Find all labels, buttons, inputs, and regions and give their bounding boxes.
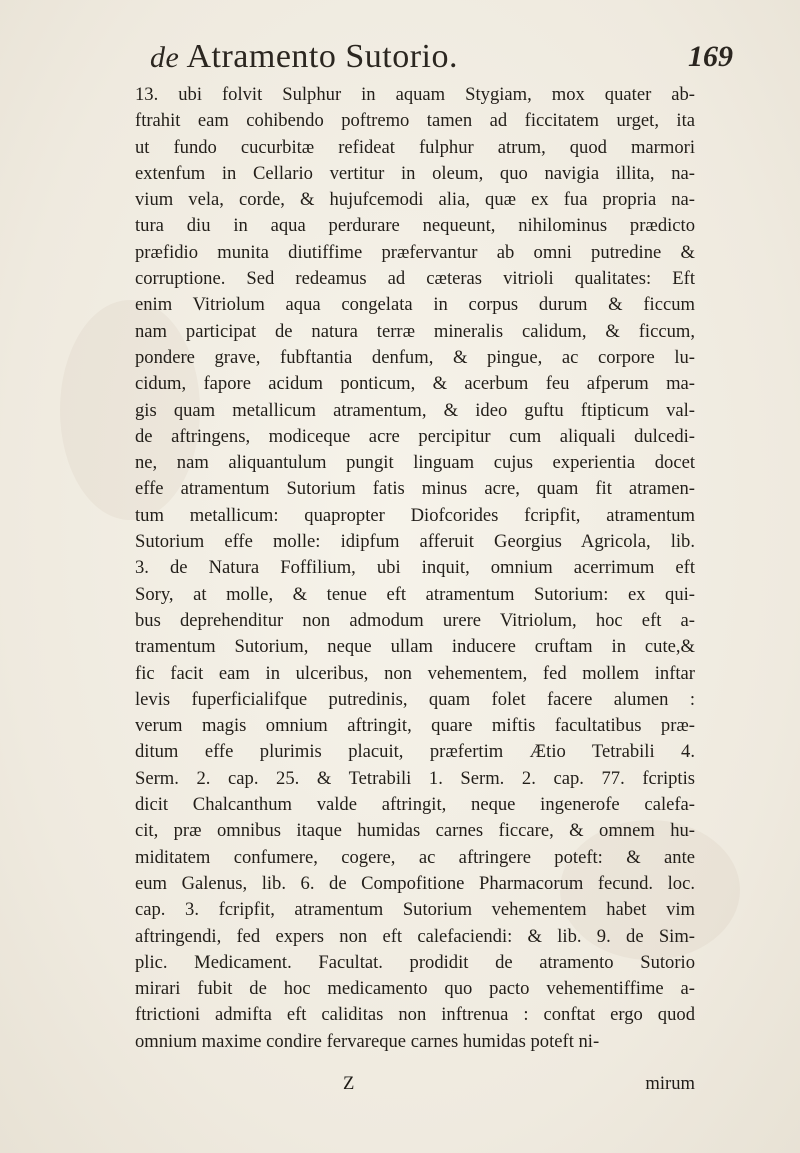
text-line: levis fuperficialifque putredinis, quam folet facere alumen : — [135, 688, 695, 710]
text-line: cap. 3. fcripfit, atramentum Sutorium vehementem habet vim — [135, 899, 695, 921]
signature-mark: Z — [343, 1073, 355, 1094]
text-line: Serm. 2. cap. 25. & Tetrabili 1. Serm. 2. cap. 77. fcriptis — [135, 767, 695, 789]
text-line: cidum, fapore acidum ponticum, & acerbum feu afperum ma- — [135, 373, 695, 395]
text-line: enim Vitriolum aqua congelata in corpus durum & ficcum — [135, 294, 695, 316]
text-line: Sory, at molle, & tenue eft atramentum Sutorium: ex qui- — [135, 583, 695, 605]
text-line: 13. ubi folvit Sulphur in aquam Stygiam, mox quater ab- — [135, 84, 695, 105]
text-line: ftrahit eam cohibendo poftremo tamen ad ficcitatem urget, ita — [135, 110, 695, 132]
page-footer — [135, 1073, 695, 1101]
text-line: ditum effe plurimis placuit, præfertim Ætio Tetrabili 4. — [135, 741, 695, 763]
text-line: de aftringens, modiceque acre percipitur cum aliquali dulcedi- — [135, 425, 695, 447]
text-line: omnium maxime condire fervareque carnes humidas poteft ni- — [135, 1030, 600, 1052]
text-line: verum magis omnium aftringit, quare miftis facultatibus præ- — [135, 715, 695, 737]
text-line: fic facit eam in ulceribus, non vehementem, fed mollem inftar — [135, 662, 695, 684]
text-line: ut fundo cucurbitæ refideat fulphur atrum, quod marmori — [135, 136, 695, 158]
text-line: ne, nam aliquantulum pungit linguam cujus experientia docet — [135, 452, 695, 474]
text-line: effe atramentum Sutorium fatis minus acre, quam fit atramen- — [135, 478, 695, 500]
text-line: cit, præ omnibus itaque humidas carnes ficcare, & omnem hu- — [135, 820, 695, 842]
text-line: nam participat de natura terræ mineralis calidum, & ficcum, — [135, 320, 695, 342]
text-line: corruptione. Sed redeamus ad cæteras vitrioli qualitates: Eft — [135, 268, 695, 290]
text-line: tum metallicum: quapropter Diofcorides fcripfit, atramentum — [135, 504, 695, 526]
body-text — [135, 82, 695, 1055]
page-number: 169 — [688, 40, 733, 73]
text-line: aftringendi, fed expers non eft calefaciendi: & lib. 9. de Sim- — [135, 925, 695, 947]
text-line: plic. Medicament. Facultat. prodidit de atramento Sutorio — [135, 951, 695, 973]
text-line: gis quam metallicum atramentum, & ideo guftu ftipticum val- — [135, 399, 695, 421]
text-line: dicit Chalcanthum valde aftringit, neque ingenerofe calefa- — [135, 794, 695, 816]
text-line: tura diu in aqua perdurare nequeunt, nihilominus prædicto — [135, 215, 695, 237]
catchword: mirum — [645, 1073, 695, 1094]
text-line: mirari fubit de hoc medicamento quo pacto vehementiffime a- — [135, 978, 695, 1000]
text-line: ftrictioni admifta eft caliditas non inftrenua : conftat ergo quod — [135, 1004, 695, 1026]
text-line: pondere grave, fubftantia denfum, & pingue, ac corpore lu- — [135, 346, 695, 368]
running-head-prefix: de — [150, 41, 180, 74]
text-line: bus deprehenditur non admodum urere Vitriolum, hoc eft a- — [135, 609, 695, 631]
text-line: miditatem confumere, cogere, ac aftringere poteft: & ante — [135, 846, 695, 868]
text-line: vium vela, corde, & hujufcemodi alia, quæ ex fua propria na- — [135, 189, 695, 211]
running-head — [150, 38, 660, 76]
text-line: tramentum Sutorium, neque ullam inducere cruftam in cute,& — [135, 636, 695, 658]
running-head-title: Atramento Sutorio. — [186, 38, 458, 75]
text-line: 3. de Natura Foffilium, ubi inquit, omnium acerrimum eft — [135, 557, 695, 579]
text-line: Sutorium effe molle: idipfum afferuit Georgius Agricola, lib. — [135, 531, 695, 553]
text-line: extenfum in Cellario vertitur in oleum, quo navigia illita, na- — [135, 162, 695, 184]
text-line: præfidio munita diutiffime præfervantur ab omni putredine & — [135, 241, 695, 263]
text-line: eum Galenus, lib. 6. de Compofitione Pharmacorum fecund. loc. — [135, 872, 695, 894]
